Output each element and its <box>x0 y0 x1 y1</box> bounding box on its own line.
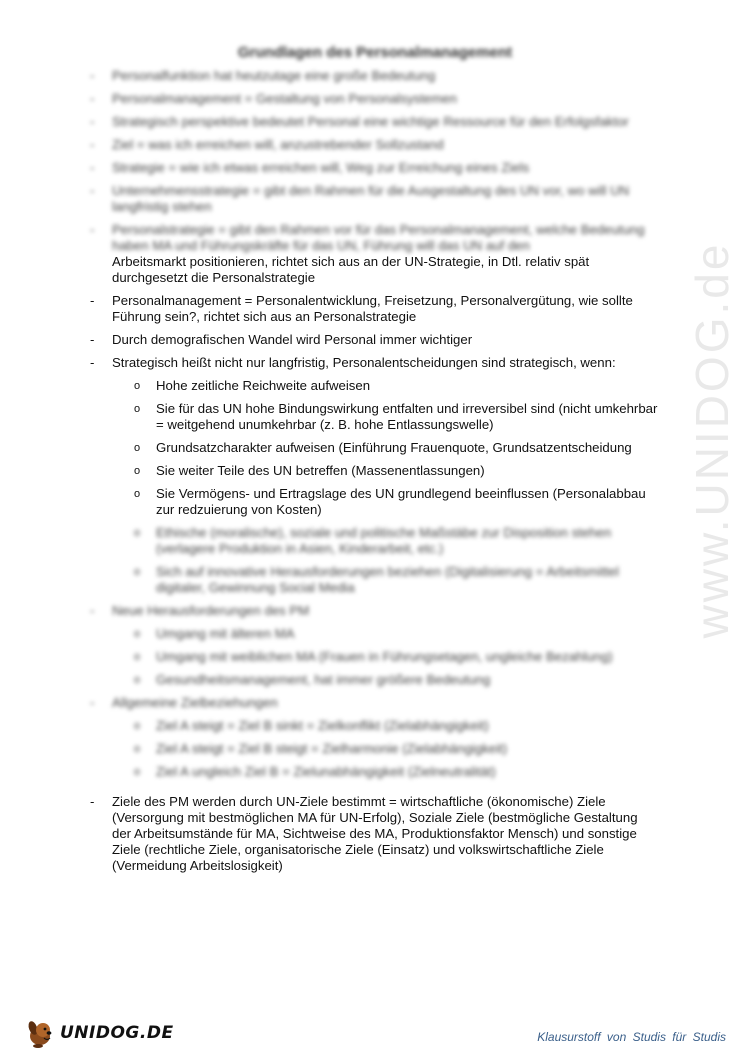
list-item-personalstrategie: - Personalstrategie = gibt den Rahmen vor für das Personalmanagement, welche Bedeutung haben MA und Führungskräfte für das UN, Führung will das UN auf den Arbeitsmarkt positionieren, richtet sich aus an der UN-Strategie, in Dtl. relativ spät durchgesetzt die Personalstrategie <box>90 222 660 286</box>
list-item: - Ziel = was ich erreichen will, anzustrebender Sollzustand <box>90 137 444 152</box>
page-title: Grundlagen des Personalmanagement <box>237 44 513 61</box>
sub-item: o Ziel A steigt = Ziel B steigt = Zielharmonie (Zielabhängigkeit) <box>134 741 508 756</box>
sub-item: o Umgang mit weiblichen MA (Frauen in Führungsetagen, ungleiche Bezahlung) <box>134 649 613 664</box>
list-item: - Unternehmensstrategie = gibt den Rahmen für die Ausgestaltung des UN vor, wo will UN langfristig stehen <box>90 183 630 214</box>
list-item: - Allgemeine Zielbeziehungen <box>90 695 278 710</box>
sub-item: o Sich auf innovative Herausforderungen beziehen (Digitalisierung = Arbeitsmittel digitaler, Gewinnung Social Media <box>134 564 619 595</box>
personalstrategie-visible: Arbeitsmarkt positionieren, richtet sich aus an der UN-Strategie, in Dtl. relativ spät durchgesetzt die Personalstrategie <box>112 254 590 285</box>
dog-icon <box>24 1016 58 1050</box>
sub-item: o Ziel A steigt = Ziel B sinkt = Zielkonflikt (Zielabhängigkeit) <box>134 718 489 733</box>
sub-item: o Hohe zeitliche Reichweite aufweisen <box>134 378 371 393</box>
content-list <box>90 68 660 881</box>
sub-item: o Sie weiter Teile des UN betreffen (Massenentlassungen) <box>134 463 485 478</box>
list-item: - Ziele des PM werden durch UN-Ziele bestimmt = wirtschaftliche (ökonomische) Ziele (Versorgung mit bestmöglichen MA für UN-Erfolg), Soziale Ziele (bestmögliche Gestaltung der Arbeitsumstände für MA, Sichtweise des MA, Produktionsfaktor Mensch) und sonstige Ziele (rechtliche Ziele, organisatorische Ziele (Einsatz) und volkswirtschaftliche Ziele (Vermeidung Arbeitslosigkeit) <box>90 794 638 873</box>
list-item: - Durch demografischen Wandel wird Personal immer wichtiger <box>90 332 473 347</box>
sub-item: o Ethische (moralische), soziale und politische Maßstäbe zur Disposition stehen (verlagere Produktion in Asien, Kinderarbeit, etc.) <box>134 525 612 556</box>
list-item: - Personalfunktion hat heutzutage eine große Bedeutung <box>90 68 436 83</box>
list-item: - Neue Herausforderungen des PM <box>90 603 310 618</box>
sub-item: o Grundsatzcharakter aufweisen (Einführung Frauenquote, Grundsatzentscheidung <box>134 440 632 455</box>
footer-slogan: Klausurstoff von Studis für Studis <box>537 1030 726 1044</box>
sub-item: o Gesundheitsmanagement, hat immer größere Bedeutung <box>134 672 491 687</box>
list-item: - Strategie = wie ich etwas erreichen will, Weg zur Erreichung eines Ziels <box>90 160 530 175</box>
sub-item: o Sie für das UN hohe Bindungswirkung entfalten und irreversibel sind (nicht umkehrbar = weitgehend unumkehrbar (z. B. hohe Entlassungswelle) <box>134 401 658 432</box>
list-item: - Strategisch heißt nicht nur langfristig, Personalentscheidungen sind strategisch, wenn: <box>90 355 616 370</box>
list-item: - Personalmanagement = Gestaltung von Personalsystemen <box>90 91 457 106</box>
list-item: - Strategisch perspektive bedeutet Personal eine wichtige Ressource für den Erfolgsfaktor <box>90 114 629 129</box>
personalstrategie-blurred: Personalstrategie = gibt den Rahmen vor für das Personalmanagement, welche Bedeutung haben MA und Führungskräfte für das UN, Führung will das UN auf den <box>112 222 645 253</box>
sub-item: o Umgang mit älteren MA <box>134 626 295 641</box>
sub-item: o Ziel A ungleich Ziel B = Zielunabhängigkeit (Zielneutralität) <box>134 764 496 779</box>
sub-item: o Sie Vermögens- und Ertragslage des UN grundlegend beeinflussen (Personalabbau zur redzuierung von Kosten) <box>134 486 646 517</box>
list-item: - Personalmanagement = Personalentwicklung, Freisetzung, Personalvergütung, wie sollte Führung sein?, richtet sich aus an Personalstrategie <box>90 293 633 324</box>
watermark: www.UNIDOG.de <box>686 241 738 639</box>
unidog-logo[interactable] <box>24 1016 174 1050</box>
logo-text: UNIDOG.DE <box>60 1023 174 1043</box>
